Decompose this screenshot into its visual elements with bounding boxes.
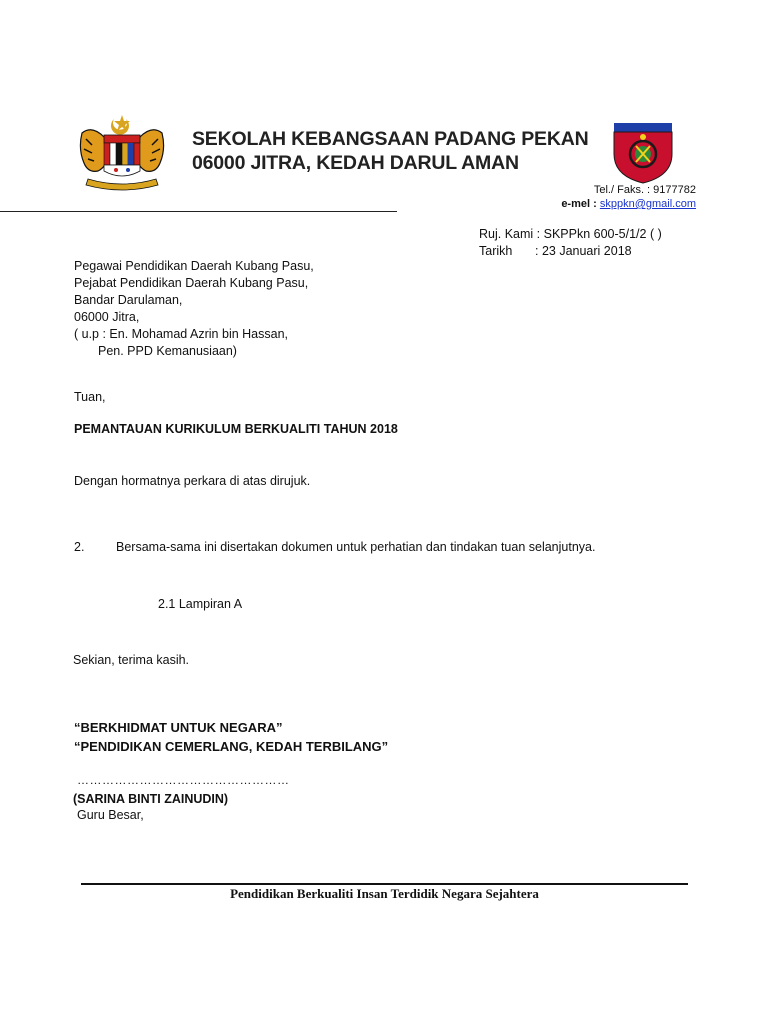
recipient-line: Pegawai Pendidikan Daerah Kubang Pasu, xyxy=(74,259,314,273)
malaysia-coat-of-arms-icon xyxy=(74,115,170,193)
email-link[interactable]: skppkn@gmail.com xyxy=(599,198,696,210)
reference-block xyxy=(479,226,662,260)
recipient-line: ( u.p : En. Mohamad Azrin bin Hassan, xyxy=(74,327,288,341)
footer-tagline: Pendidikan Berkualiti Insan Terdidik Negara Sejahtera xyxy=(230,886,539,901)
email-label: e-mel : xyxy=(561,198,597,210)
school-shield-logo-icon xyxy=(612,122,674,184)
recipient-line: Pen. PPD Kemanusiaan) xyxy=(98,344,237,358)
signature-dots: …………………………………………… xyxy=(77,773,290,787)
school-name: SEKOLAH KEBANGSAAN PADANG PEKAN xyxy=(192,128,589,150)
contact-info xyxy=(520,183,696,211)
school-address: 06000 JITRA, KEDAH DARUL AMAN xyxy=(192,152,519,174)
signer-name: (SARINA BINTI ZAINUDIN) xyxy=(73,792,229,806)
closing-line: Sekian, terima kasih. xyxy=(73,653,190,667)
signer-title: Guru Besar, xyxy=(77,808,144,822)
tarikh-value: : 23 Januari 2018 xyxy=(535,244,632,258)
paragraph-number: 2. xyxy=(74,540,85,554)
motto-line: “BERKHIDMAT UNTUK NEGARA” xyxy=(74,720,283,735)
phone-fax: Tel./ Faks. : 9177782 xyxy=(593,184,696,196)
salutation: Tuan, xyxy=(74,390,106,404)
attachment-item: 2.1 Lampiran A xyxy=(158,597,243,611)
tarikh-label: Tarikh xyxy=(479,244,513,258)
paragraph-text: Bersama-sama ini disertakan dokumen untuk perhatian dan tindakan tuan selanjutnya. xyxy=(116,540,596,554)
header-divider xyxy=(0,211,397,212)
recipient-line: 06000 Jitra, xyxy=(74,310,140,324)
recipient-line: Pejabat Pendidikan Daerah Kubang Pasu, xyxy=(74,276,309,290)
recipient-line: Bandar Darulaman, xyxy=(74,293,183,307)
opening-line: Dengan hormatnya perkara di atas dirujuk. xyxy=(74,474,311,488)
subject-heading: PEMANTAUAN KURIKULUM BERKUALITI TAHUN 2018 xyxy=(74,422,398,436)
email-line xyxy=(520,197,696,211)
ruj-value: SKPPkn 600-5/1/2 ( ) xyxy=(543,227,662,241)
motto-line: “PENDIDIKAN CEMERLANG, KEDAH TERBILANG” xyxy=(74,739,389,754)
ruj-label: Ruj. Kami : xyxy=(479,227,541,241)
recipient-address xyxy=(74,258,314,360)
